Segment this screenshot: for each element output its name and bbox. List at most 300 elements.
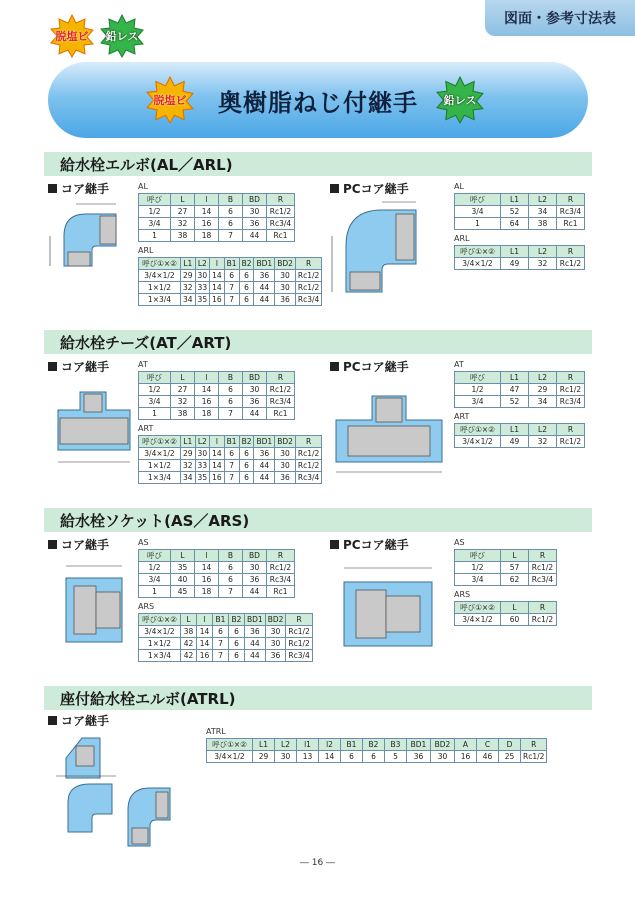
th: BD2 xyxy=(275,436,296,448)
td: 14 xyxy=(197,638,213,650)
pc-subhead xyxy=(330,536,409,553)
td: 1/2 xyxy=(455,384,501,396)
th: BD xyxy=(243,550,267,562)
th: B xyxy=(219,550,243,562)
td: 6 xyxy=(213,626,229,638)
banner-lead-text: 鉛レス xyxy=(443,94,477,107)
th: B3 xyxy=(385,739,407,751)
th: 呼び xyxy=(455,194,501,206)
td: 6 xyxy=(219,574,243,586)
th: 呼び①×② xyxy=(139,436,181,448)
td: Rc3/4 xyxy=(557,206,585,218)
th: BD1 xyxy=(407,739,431,751)
td: 3/4 xyxy=(139,574,171,586)
td: Rc3/4 xyxy=(295,294,321,306)
table-pc-ars xyxy=(454,601,557,626)
square-bullet-icon xyxy=(330,184,339,193)
th: 呼び xyxy=(139,194,171,206)
td: 1/2 xyxy=(139,206,171,218)
td: 36 xyxy=(254,448,275,460)
td: 30 xyxy=(195,448,210,460)
td: Rc3/4 xyxy=(267,396,295,408)
td: 16 xyxy=(210,294,225,306)
td: 32 xyxy=(529,258,557,270)
td: 16 xyxy=(455,751,477,763)
td: 36 xyxy=(243,218,267,230)
core-subhead xyxy=(48,180,109,197)
td: 1/2 xyxy=(139,384,171,396)
td: 44 xyxy=(243,408,267,420)
th: L xyxy=(501,550,529,562)
core-label: コア継手 xyxy=(61,360,110,374)
td: Rc1/2 xyxy=(286,638,312,650)
td: 64 xyxy=(501,218,529,230)
td: 36 xyxy=(243,574,267,586)
td: 32 xyxy=(529,436,557,448)
td: 30 xyxy=(275,282,296,294)
table-label-pc-ars: ARS xyxy=(454,590,471,599)
td: 7 xyxy=(224,282,239,294)
td: 7 xyxy=(219,230,243,242)
th: R xyxy=(267,194,295,206)
td: 36 xyxy=(265,650,286,662)
td: 16 xyxy=(197,650,213,662)
td: 3/4 xyxy=(455,206,501,218)
th: R xyxy=(529,550,557,562)
td: 32 xyxy=(171,218,195,230)
td: 14 xyxy=(210,270,225,282)
th: A xyxy=(455,739,477,751)
td: Rc1/2 xyxy=(295,448,321,460)
td: 16 xyxy=(195,218,219,230)
badge-lead-text: 鉛レス xyxy=(105,30,139,43)
td: 32 xyxy=(181,460,196,472)
th: BD xyxy=(243,194,267,206)
td: 7 xyxy=(219,408,243,420)
td: Rc3/4 xyxy=(557,396,585,408)
th: L1 xyxy=(501,246,529,258)
td: 3/4×1/2 xyxy=(139,270,181,282)
table-label-at: AT xyxy=(138,360,148,369)
td: 3/4×1/2 xyxy=(455,436,501,448)
td: 14 xyxy=(195,206,219,218)
td: 18 xyxy=(195,408,219,420)
th: L xyxy=(501,602,529,614)
th: L1 xyxy=(253,739,275,751)
td: 40 xyxy=(171,574,195,586)
td: Rc3/4 xyxy=(295,472,321,484)
section-title-tee: 給水栓チーズ(AT／ART) xyxy=(44,330,592,354)
td: 6 xyxy=(239,460,254,472)
th: 呼び①×② xyxy=(455,424,501,436)
td: 6 xyxy=(239,294,254,306)
td: 3/4×1/2 xyxy=(455,614,501,626)
td: Rc1/2 xyxy=(295,270,321,282)
td: 35 xyxy=(195,472,210,484)
td: 36 xyxy=(275,472,296,484)
th: l xyxy=(195,372,219,384)
th: L2 xyxy=(195,258,210,270)
core-label: コア継手 xyxy=(61,538,110,552)
td: 1/2 xyxy=(455,562,501,574)
th: 呼び xyxy=(139,550,171,562)
td: 14 xyxy=(210,460,225,472)
td: 14 xyxy=(195,384,219,396)
td: 6 xyxy=(224,448,239,460)
td: Rc1/2 xyxy=(295,460,321,472)
badge-pvc-text: 脱塩ビ xyxy=(55,30,89,43)
td: 29 xyxy=(181,448,196,460)
td: 30 xyxy=(275,448,296,460)
th: R xyxy=(529,602,557,614)
td: 49 xyxy=(501,436,529,448)
td: Rc1/2 xyxy=(267,206,295,218)
td: 44 xyxy=(245,650,266,662)
td: 14 xyxy=(210,282,225,294)
th: B2 xyxy=(229,614,245,626)
td: Rc1 xyxy=(267,230,295,242)
td: 29 xyxy=(253,751,275,763)
th: B2 xyxy=(239,436,254,448)
td: 16 xyxy=(195,574,219,586)
core-subhead xyxy=(48,712,109,729)
td: 36 xyxy=(243,396,267,408)
core-subhead xyxy=(48,536,109,553)
table-pc-at xyxy=(454,371,585,408)
pc-label: PCコア継手 xyxy=(343,360,409,374)
td: 1 xyxy=(139,408,171,420)
td: 30 xyxy=(195,270,210,282)
td: 30 xyxy=(275,751,297,763)
lead-free-badge xyxy=(100,14,144,58)
td: 7 xyxy=(224,460,239,472)
td: 6 xyxy=(224,270,239,282)
th: R xyxy=(557,424,585,436)
th: R xyxy=(295,258,321,270)
td: 6 xyxy=(229,626,245,638)
td: 62 xyxy=(501,574,529,586)
th: L1 xyxy=(181,258,196,270)
core-label: コア継手 xyxy=(61,714,110,728)
pc-label: PCコア継手 xyxy=(343,182,409,196)
th: L2 xyxy=(529,424,557,436)
td: 36 xyxy=(254,270,275,282)
page-number: ― 16 ― xyxy=(299,858,336,868)
td: 6 xyxy=(219,396,243,408)
td: Rc1/2 xyxy=(267,562,295,574)
td: Rc3/4 xyxy=(286,650,312,662)
td: 35 xyxy=(171,562,195,574)
td: 6 xyxy=(229,650,245,662)
td: 33 xyxy=(195,460,210,472)
td: 3/4 xyxy=(139,218,171,230)
table-label-art: ART xyxy=(138,424,154,433)
th: D xyxy=(499,739,521,751)
pc-subhead xyxy=(330,180,409,197)
table-pc-arl xyxy=(454,245,585,270)
td: 6 xyxy=(239,270,254,282)
td: Rc1/2 xyxy=(557,384,585,396)
td: 6 xyxy=(363,751,385,763)
td: 14 xyxy=(197,626,213,638)
th: BD1 xyxy=(254,258,275,270)
th: L xyxy=(181,614,197,626)
table-label-pc-al: AL xyxy=(454,182,464,191)
th: L xyxy=(171,194,195,206)
td: 60 xyxy=(501,614,529,626)
th: l xyxy=(195,550,219,562)
core-subhead xyxy=(48,358,109,375)
th: R xyxy=(286,614,312,626)
th: L2 xyxy=(529,372,557,384)
table-label-pc-as: AS xyxy=(454,538,465,547)
th: BD2 xyxy=(275,258,296,270)
td: Rc3/4 xyxy=(529,574,557,586)
th: BD1 xyxy=(245,614,266,626)
th: 呼び①×② xyxy=(455,246,501,258)
td: 6 xyxy=(239,448,254,460)
th: 呼び①×② xyxy=(139,614,181,626)
th: l2 xyxy=(319,739,341,751)
td: Rc1/2 xyxy=(557,258,585,270)
square-bullet-icon xyxy=(48,716,57,725)
td: 14 xyxy=(319,751,341,763)
td: 27 xyxy=(171,206,195,218)
seated-elbow-drawing xyxy=(46,728,196,858)
td: 44 xyxy=(254,282,275,294)
td: 6 xyxy=(341,751,363,763)
td: 1×1/2 xyxy=(139,638,181,650)
th: R xyxy=(295,436,321,448)
td: 32 xyxy=(171,396,195,408)
td: 38 xyxy=(171,408,195,420)
td: 46 xyxy=(477,751,499,763)
td: 38 xyxy=(181,626,197,638)
td: 7 xyxy=(219,586,243,598)
td: 30 xyxy=(275,270,296,282)
td: 3/4 xyxy=(139,396,171,408)
td: Rc1/2 xyxy=(529,562,557,574)
td: 16 xyxy=(195,396,219,408)
pvc-free-badge xyxy=(50,14,94,58)
td: 18 xyxy=(195,230,219,242)
section-title-socket: 給水栓ソケット(AS／ARS) xyxy=(44,508,592,532)
square-bullet-icon xyxy=(48,540,57,549)
tee-pc-drawing xyxy=(326,380,450,480)
td: 5 xyxy=(385,751,407,763)
td: Rc1/2 xyxy=(521,751,547,763)
th: 呼び①×② xyxy=(207,739,253,751)
td: 16 xyxy=(210,472,225,484)
td: Rc3/4 xyxy=(267,574,295,586)
banner-pvc-badge xyxy=(146,76,194,124)
th: C xyxy=(477,739,499,751)
th: L2 xyxy=(275,739,297,751)
td: 6 xyxy=(239,282,254,294)
td: 33 xyxy=(195,282,210,294)
th: BD2 xyxy=(431,739,455,751)
td: 44 xyxy=(245,638,266,650)
td: 36 xyxy=(275,294,296,306)
th: B2 xyxy=(363,739,385,751)
td: 44 xyxy=(254,460,275,472)
th: l xyxy=(197,614,213,626)
table-arl xyxy=(138,257,322,306)
th: B xyxy=(219,372,243,384)
th: B1 xyxy=(341,739,363,751)
square-bullet-icon xyxy=(330,362,339,371)
pc-subhead xyxy=(330,358,409,375)
td: Rc1/2 xyxy=(295,282,321,294)
th: l xyxy=(210,436,225,448)
th: L1 xyxy=(501,424,529,436)
td: 1×3/4 xyxy=(139,650,181,662)
square-bullet-icon xyxy=(48,184,57,193)
td: 6 xyxy=(229,638,245,650)
table-label-al: AL xyxy=(138,182,148,191)
core-label: コア継手 xyxy=(61,182,110,196)
td: 3/4 xyxy=(455,396,501,408)
th: BD1 xyxy=(254,436,275,448)
section-title-elbow: 給水栓エルボ(AL／ARL) xyxy=(44,152,592,176)
th: 呼び①×② xyxy=(139,258,181,270)
banner-pvc-text: 脱塩ビ xyxy=(153,94,187,107)
elbow-pc-drawing xyxy=(326,196,444,304)
td: 44 xyxy=(243,586,267,598)
th: R xyxy=(267,372,295,384)
th: l1 xyxy=(297,739,319,751)
td: 52 xyxy=(501,206,529,218)
page-title: 奥樹脂ねじ付継手 xyxy=(218,88,418,117)
td: 44 xyxy=(243,230,267,242)
table-label-pc-at: AT xyxy=(454,360,464,369)
td: 13 xyxy=(297,751,319,763)
td: 25 xyxy=(499,751,521,763)
td: 49 xyxy=(501,258,529,270)
td: 57 xyxy=(501,562,529,574)
td: Rc1/2 xyxy=(286,626,312,638)
td: 38 xyxy=(171,230,195,242)
td: Rc1 xyxy=(267,586,295,598)
th: R xyxy=(557,246,585,258)
th: R xyxy=(521,739,547,751)
td: Rc3/4 xyxy=(267,218,295,230)
td: 42 xyxy=(181,638,197,650)
table-pc-al xyxy=(454,193,585,230)
td: 6 xyxy=(219,218,243,230)
th: BD xyxy=(243,372,267,384)
table-label-atrl: ATRL xyxy=(206,727,226,736)
section-title-seated-elbow: 座付給水栓エルボ(ATRL) xyxy=(44,686,592,710)
table-as xyxy=(138,549,295,598)
td: 1/2 xyxy=(139,562,171,574)
td: 34 xyxy=(181,472,196,484)
td: 30 xyxy=(275,460,296,472)
td: Rc1 xyxy=(557,218,585,230)
table-ars xyxy=(138,613,313,662)
td: 6 xyxy=(219,206,243,218)
td: 34 xyxy=(181,294,196,306)
td: 1×1/2 xyxy=(139,282,181,294)
td: 30 xyxy=(243,384,267,396)
th: B2 xyxy=(239,258,254,270)
table-label-ars: ARS xyxy=(138,602,155,611)
header-tab: 図面・参考寸法表 xyxy=(485,0,635,36)
td: 47 xyxy=(501,384,529,396)
td: 3/4×1/2 xyxy=(139,448,181,460)
td: 1×3/4 xyxy=(139,294,181,306)
th: R xyxy=(267,550,295,562)
th: L2 xyxy=(195,436,210,448)
table-at xyxy=(138,371,295,420)
elbow-core-drawing xyxy=(46,196,138,274)
th: L2 xyxy=(529,194,557,206)
th: 呼び xyxy=(455,372,501,384)
pc-label: PCコア継手 xyxy=(343,538,409,552)
td: 30 xyxy=(431,751,455,763)
td: 45 xyxy=(171,586,195,598)
th: L1 xyxy=(501,372,529,384)
td: Rc1/2 xyxy=(557,436,585,448)
th: L2 xyxy=(529,246,557,258)
th: l xyxy=(210,258,225,270)
td: 18 xyxy=(195,586,219,598)
td: 34 xyxy=(529,206,557,218)
th: 呼び xyxy=(455,550,501,562)
td: 3/4 xyxy=(455,574,501,586)
td: Rc1 xyxy=(267,408,295,420)
socket-core-drawing xyxy=(46,556,138,656)
td: Rc1/2 xyxy=(529,614,557,626)
td: 6 xyxy=(219,562,243,574)
td: 6 xyxy=(219,384,243,396)
td: 36 xyxy=(245,626,266,638)
th: L xyxy=(171,372,195,384)
th: L xyxy=(171,550,195,562)
td: 52 xyxy=(501,396,529,408)
td: 44 xyxy=(254,472,275,484)
td: 14 xyxy=(195,562,219,574)
table-art xyxy=(138,435,322,484)
th: L1 xyxy=(501,194,529,206)
th: R xyxy=(557,194,585,206)
th: B xyxy=(219,194,243,206)
td: 30 xyxy=(265,626,286,638)
td: 27 xyxy=(171,384,195,396)
td: 1 xyxy=(139,586,171,598)
td: 34 xyxy=(529,396,557,408)
td: 3/4×1/2 xyxy=(207,751,253,763)
th: L1 xyxy=(181,436,196,448)
banner-lead-badge xyxy=(436,76,484,124)
td: 7 xyxy=(213,638,229,650)
square-bullet-icon xyxy=(48,362,57,371)
td: 36 xyxy=(407,751,431,763)
table-label-pc-art: ART xyxy=(454,412,470,421)
td: 7 xyxy=(224,294,239,306)
td: 14 xyxy=(210,448,225,460)
td: 1×3/4 xyxy=(139,472,181,484)
td: 7 xyxy=(224,472,239,484)
td: 32 xyxy=(181,282,196,294)
td: 3/4×1/2 xyxy=(455,258,501,270)
table-al xyxy=(138,193,295,242)
td: 7 xyxy=(213,650,229,662)
th: BD2 xyxy=(265,614,286,626)
td: 30 xyxy=(243,206,267,218)
td: 30 xyxy=(243,562,267,574)
table-label-as: AS xyxy=(138,538,149,547)
